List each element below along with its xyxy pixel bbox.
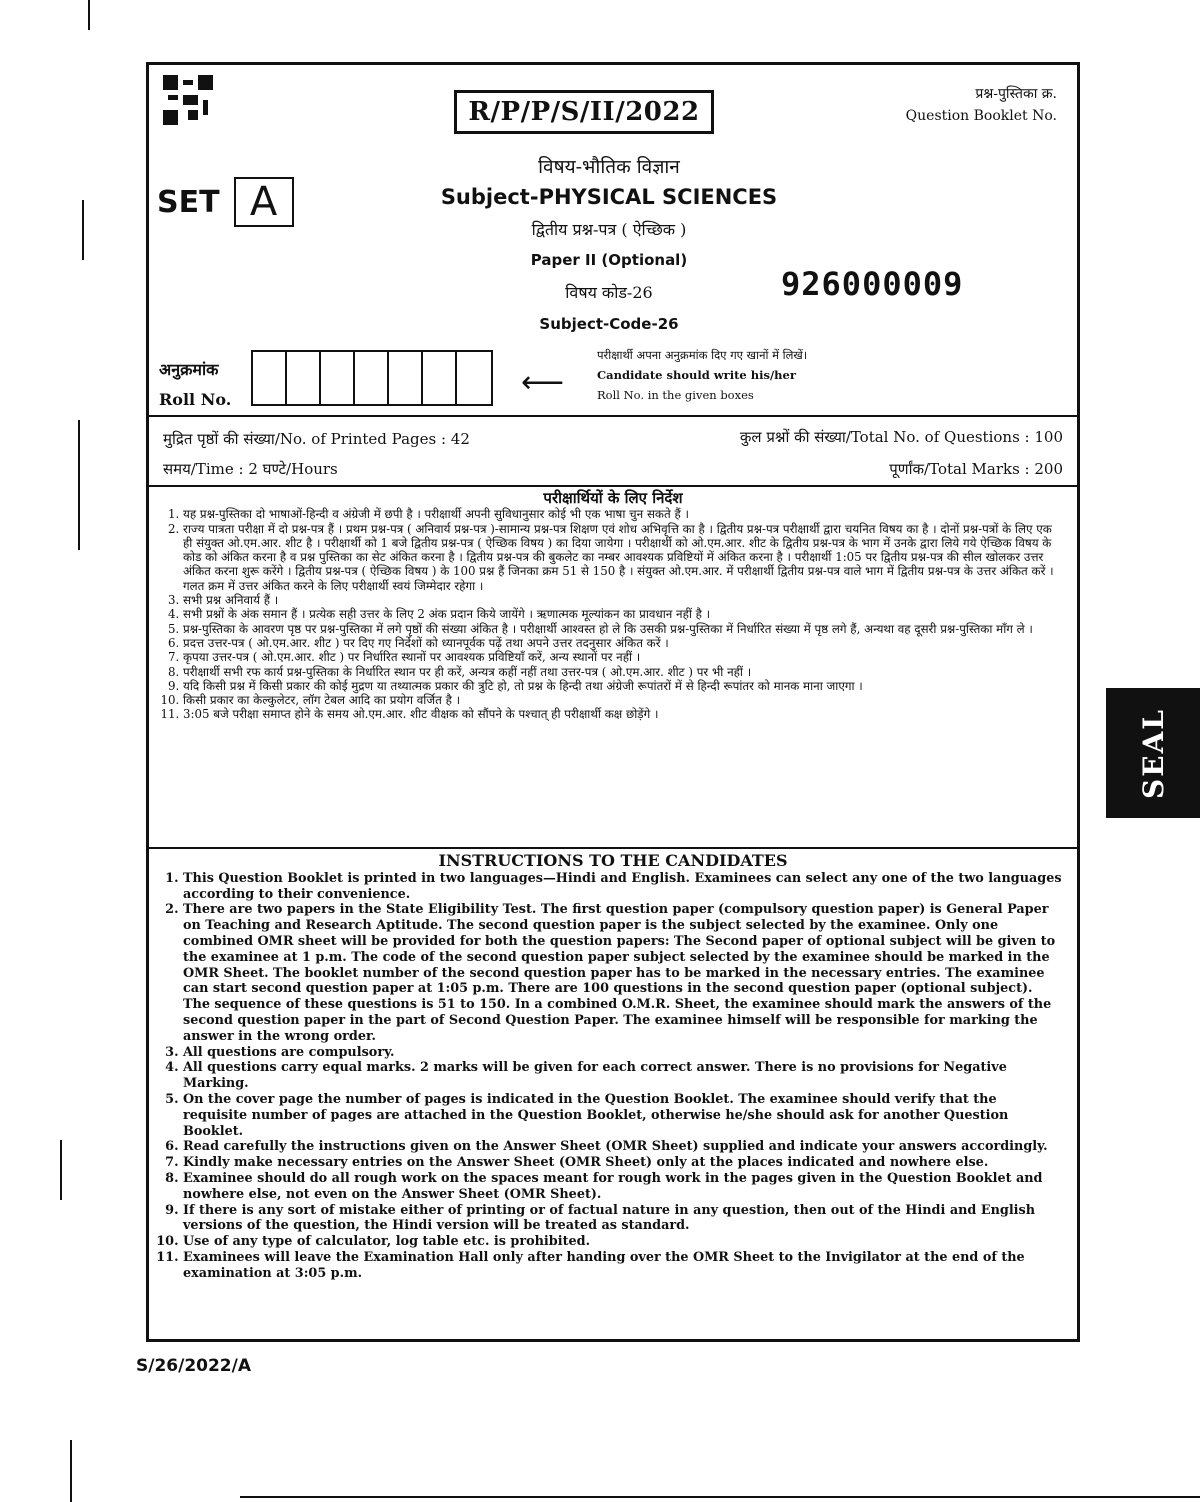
english-instruction-item: 10. Use of any type of calculator, log table etc. is prohibited. (183, 1234, 1063, 1250)
hindi-instructions (163, 491, 1063, 722)
english-instructions-title: INSTRUCTIONS TO THE CANDIDATES (438, 851, 788, 870)
total-marks: पूर्णांक/Total Marks : 200 (889, 460, 1063, 478)
seal-stamp: SEAL (1106, 688, 1200, 818)
hindi-instruction-item: 1. यह प्रश्न-पुस्तिका दो भाषाओं-हिन्दी व अंग्रेजी में छपी है । परीक्षार्थी अपनी सुविधानुसार कोई भी एक भाषा चुन सकते हैं । (183, 507, 1063, 521)
roll-digit-box[interactable] (321, 352, 355, 404)
hindi-instruction-item: 10. किसी प्रकार का केल्कुलेटर, लॉग टेबल आदि का प्रयोग वर्जित है । (183, 693, 1063, 707)
total-questions: कुल प्रश्नों की संख्या/Total No. of Questions : 100 (739, 428, 1063, 446)
scan-edge-mark (78, 420, 80, 550)
paper-hindi: द्वितीय प्रश्न-पत्र ( ऐच्छिक ) (531, 220, 687, 239)
english-instruction-item: 11. Examinees will leave the Examination Hall only after handing over the OMR Sheet to the Invigilator at the end of the examination at 3:05 p.m. (183, 1250, 1063, 1282)
scan-edge-mark (70, 1440, 72, 1502)
roll-digit-box[interactable] (253, 352, 287, 404)
hindi-instruction-item: 5. प्रश्न-पुस्तिका के आवरण पृष्ठ पर प्रश्न-पुस्तिका में लगे पृष्ठों की संख्या अंकित है । परीक्षार्थी आश्वस्त हो ले कि उसकी प्रश्न-पुस्तिका में निर्धारित संख्या में पृष्ठ लगे हैं, अन्यथा वह दूसरी प्रश्न-पुस्तिका माँग ले । (183, 622, 1063, 636)
subject-code-english: Subject-Code-26 (539, 315, 679, 333)
english-instruction-item: 9. If there is any sort of mistake either of printing or of factual nature in any question, then out of the Hindi and English versions of the question, the Hindi version will be treated as standard. (183, 1203, 1063, 1235)
divider (149, 485, 1077, 487)
hindi-instruction-item: 2. राज्य पात्रता परीक्षा में दो प्रश्न-पत्र हैं । प्रथम प्रश्न-पत्र ( अनिवार्य प्रश्न-पत्र )-सामान्य प्रश्न-पत्र शिक्षण एवं शोध अभिवृत्ति का है । द्वितीय प्रश्न-पत्र परीक्षार्थी द्वारा चयनित विषय का है । दोनों प्रश्न-पत्रों के लिए एक ही संयुक्त ओ.एम.आर. शीट है । परीक्षार्थी को 1 बजे द्वितीय प्रश्न-पत्र ( ऐच्छिक विषय ) का दिया जायेगा । परीक्षार्थी को ओ.एम.आर. शीट के द्वितीय प्रश्न-पत्र के भाग में उनके द्वारा लिये गये ऐच्छिक विषय के कोड को अंकित करना है व प्रश्न पुस्तिका का सेट अंकित करना है । द्वितीय प्रश्न-पत्र की बुकलेट का नम्बर आवश्यक प्रविष्टियों में अंकित करना है । परीक्षार्थी 1:05 पर द्वितीय प्रश्न-पत्र की सील खोलकर उत्तर अंकित करना शुरू करेंगे । द्वितीय प्रश्न-पत्र ( ऐच्छिक विषय ) के 100 प्रश्न हैं जिनका क्रम 51 से 150 है । संयुक्त ओ.एम.आर. में परीक्षार्थी द्वितीय प्रश्न-पत्र वाले भाग में द्वितीय प्रश्न-पत्र के उत्तर अंकित करें । गलत क्रम में उत्तर अंकित करने के लिए परीक्षार्थी स्वयं जिम्मेदार रहेगा । (183, 522, 1063, 593)
english-instruction-item: 6. Read carefully the instructions given on the Answer Sheet (OMR Sheet) supplied and indicate your answers accordingly. (183, 1139, 1063, 1155)
english-instruction-item: 1. This Question Booklet is printed in two languages—Hindi and English. Examinees can select any one of the two languages according to their convenience. (183, 871, 1063, 903)
english-instruction-item: 4. All questions carry equal marks. 2 marks will be given for each correct answer. There is no provisions for Negative Marking. (183, 1060, 1063, 1092)
subject-hindi: विषय-भौतिक विज्ञान (538, 156, 680, 178)
cover-sheet (146, 62, 1080, 1342)
subject-english: Subject-PHYSICAL SCIENCES (440, 185, 778, 209)
english-instructions (163, 853, 1063, 1282)
roll-digit-box[interactable] (423, 352, 457, 404)
serial-number: 926000009 (781, 265, 964, 303)
roll-digit-box[interactable] (389, 352, 423, 404)
hindi-instruction-item: 7. कृपया उत्तर-पत्र ( ओ.एम.आर. शीट ) पर निर्धारित स्थानों पर आवश्यक प्रविष्टियाँ करें, अन्य स्थानों पर नहीं । (183, 650, 1063, 664)
hindi-instruction-item: 3. सभी प्रश्न अनिवार्य हैं । (183, 593, 1063, 607)
hindi-instructions-title: परीक्षार्थियों के लिए निर्देश (543, 489, 683, 507)
scan-edge-mark (60, 1140, 62, 1200)
roll-no-boxes[interactable] (251, 350, 493, 406)
footer-code: S/26/2022/A (136, 1356, 251, 1376)
english-instruction-item: 5. On the cover page the number of pages is indicated in the Question Booklet. The examinee should verify that the requisite number of pages are attached in the Question Booklet, otherwise he/she should ask for another Question Booklet. (183, 1092, 1063, 1139)
english-instruction-item: 2. There are two papers in the State Eligibility Test. The first question paper (compulsory question paper) is General Paper on Teaching and Research Aptitude. The second question paper is the subject selected by the examinee. Only one combined OMR sheet will be provided for both the question papers: The Second paper of optional subject will be given to the examinee at 1 p.m. The code of the second question paper subject selected by the examinee should be marked in the OMR Sheet. The booklet number of the second question paper has to be marked in the necessary entries. The examinee can start second question paper at 1:05 p.m. There are 100 questions in the second question paper (optional subject). The sequence of these questions is 51 to 150. In a combined O.M.R. Sheet, the examinee should mark the answers of the second question paper in the part of Second Question Paper. The examinee himself will be responsible for marking the answer in the wrong order. (183, 902, 1063, 1044)
left-arrow-icon: ⟵ (521, 365, 565, 400)
roll-digit-box[interactable] (355, 352, 389, 404)
roll-digit-box[interactable] (287, 352, 321, 404)
hindi-instruction-item: 8. परीक्षार्थी सभी रफ कार्य प्रश्न-पुस्तिका के निर्धारित स्थान पर ही करें, अन्यत्र कहीं नहीं तथा उत्तर-पत्र ( ओ.एम.आर. शीट ) पर भी नहीं । (183, 665, 1063, 679)
divider (149, 415, 1077, 417)
english-instruction-item: 8. Examinee should do all rough work on the spaces meant for rough work in the pages given in the Question Booklet and nowhere else, not even on the Answer Sheet (OMR Sheet). (183, 1171, 1063, 1203)
roll-no-note: परीक्षार्थी अपना अनुक्रमांक दिए गए खानों में लिखें। Candidate should write his/her Roll No. in the given boxes (597, 348, 808, 402)
roll-no-label: अनुक्रमांक Roll No. (159, 360, 232, 409)
english-instruction-item: 7. Kindly make necessary entries on the Answer Sheet (OMR Sheet) only at the places indicated and nowhere else. (183, 1155, 1063, 1171)
scan-edge-mark (82, 200, 84, 260)
english-instruction-item: 3. All questions are compulsory. (183, 1045, 1063, 1061)
hindi-instruction-item: 9. यदि किसी प्रश्न में किसी प्रकार की कोई मुद्रण या तथ्यात्मक प्रकार की त्रुटि हो, तो प्रश्न के हिन्दी तथा अंग्रेजी रूपांतरों में से हिन्दी रूपांतर को मानक माना जाएगा । (183, 679, 1063, 693)
hindi-instruction-item: 6. प्रदत्त उत्तर-पत्र ( ओ.एम.आर. शीट ) पर दिए गए निर्देशों को ध्यानपूर्वक पढ़ें तथा अपने उत्तर तदनुसार अंकित करें । (183, 636, 1063, 650)
exam-time: समय/Time : 2 घण्टे/Hours (163, 460, 338, 478)
question-booklet-no: प्रश्न-पुस्तिका क्र. Question Booklet No. (905, 86, 1057, 124)
qr-code-icon (163, 75, 213, 125)
paper-code: R/P/P/S/II/2022 (454, 90, 714, 134)
roll-digit-box[interactable] (457, 352, 491, 404)
hindi-instruction-item: 11. 3:05 बजे परीक्षा समाप्त होने के समय ओ.एम.आर. शीट वीक्षक को सौंपने के पश्चात् ही परीक्षार्थी कक्ष छोड़ेंगे । (183, 707, 1063, 721)
printed-pages: मुद्रित पृष्ठों की संख्या/No. of Printed Pages : 42 (163, 430, 470, 448)
subject-code-hindi: विषय कोड-26 (565, 283, 653, 302)
hindi-instruction-item: 4. सभी प्रश्नों के अंक समान हैं । प्रत्येक सही उत्तर के लिए 2 अंक प्रदान किये जायेंगे । ऋणात्मक मूल्यांकन का प्रावधान नहीं है । (183, 607, 1063, 621)
scan-edge-mark (88, 0, 90, 30)
scan-bottom-line (240, 1496, 1200, 1498)
set-value-box: A (234, 177, 294, 227)
paper-english: Paper II (Optional) (530, 251, 688, 269)
divider (149, 847, 1077, 849)
set-indicator: SET A (157, 177, 294, 227)
